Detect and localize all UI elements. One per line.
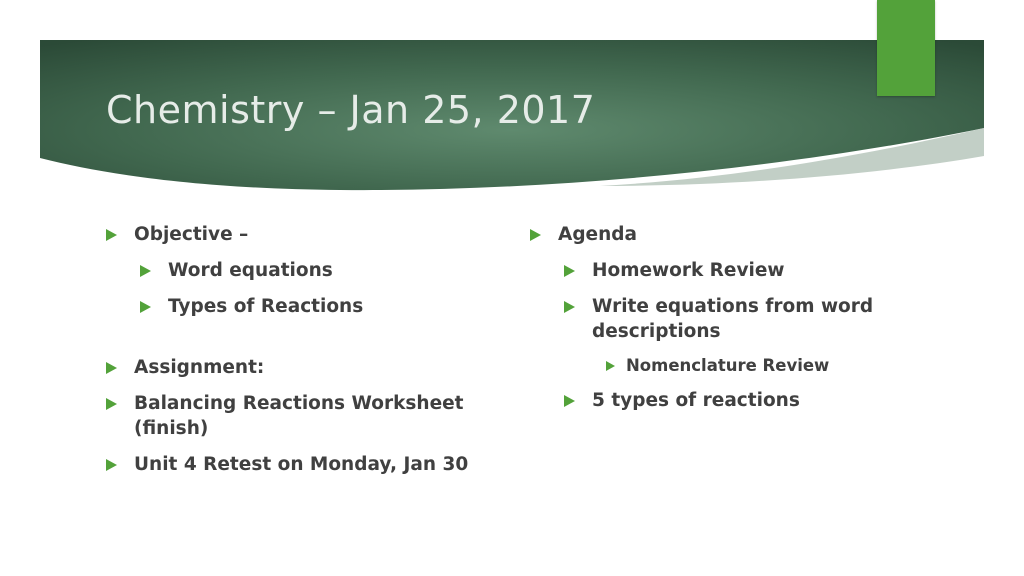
bullet-text: 5 types of reactions xyxy=(592,390,800,411)
bullet-arrow-icon xyxy=(564,301,575,313)
bullet-balancing-worksheet xyxy=(104,391,504,441)
bullet-text: Write equations from word descriptions xyxy=(592,296,874,342)
bullet-text: Types of Reactions xyxy=(168,296,364,317)
bullet-arrow-icon xyxy=(106,398,117,410)
bullet-text: Assignment: xyxy=(134,357,265,378)
accent-tab xyxy=(877,0,935,96)
bullet-arrow-icon xyxy=(140,265,151,277)
bullet-types-of-reactions xyxy=(104,294,504,319)
spacer xyxy=(104,330,504,355)
bullet-text: Nomenclature Review xyxy=(626,356,830,375)
bullet-text: Unit 4 Retest on Monday, Jan 30 xyxy=(134,454,469,475)
bullet-nomenclature-review xyxy=(528,355,908,377)
bullet-unit4-retest xyxy=(104,452,504,477)
bullet-arrow-icon xyxy=(106,459,117,471)
bullet-5-types xyxy=(528,388,908,413)
bullet-write-equations xyxy=(528,294,908,344)
bullet-text: Balancing Reactions Worksheet (finish) xyxy=(134,393,464,439)
title-banner xyxy=(40,40,984,192)
left-column xyxy=(104,222,504,488)
bullet-text: Objective – xyxy=(134,224,249,245)
bullet-agenda xyxy=(528,222,908,247)
bullet-arrow-icon xyxy=(106,229,117,241)
bullet-text: Homework Review xyxy=(592,260,785,281)
bullet-homework-review xyxy=(528,258,908,283)
bullet-arrow-icon xyxy=(564,265,575,277)
bullet-objective xyxy=(104,222,504,247)
bullet-arrow-icon xyxy=(530,229,541,241)
bullet-arrow-icon xyxy=(606,361,615,371)
bullet-arrow-icon xyxy=(564,395,575,407)
slide-title: Chemistry – Jan 25, 2017 xyxy=(106,88,596,132)
bullet-text: Agenda xyxy=(558,224,638,245)
bullet-word-equations xyxy=(104,258,504,283)
bullet-arrow-icon xyxy=(140,301,151,313)
bullet-text: Word equations xyxy=(168,260,333,281)
right-column xyxy=(528,222,908,424)
bullet-arrow-icon xyxy=(106,362,117,374)
bullet-assignment xyxy=(104,355,504,380)
